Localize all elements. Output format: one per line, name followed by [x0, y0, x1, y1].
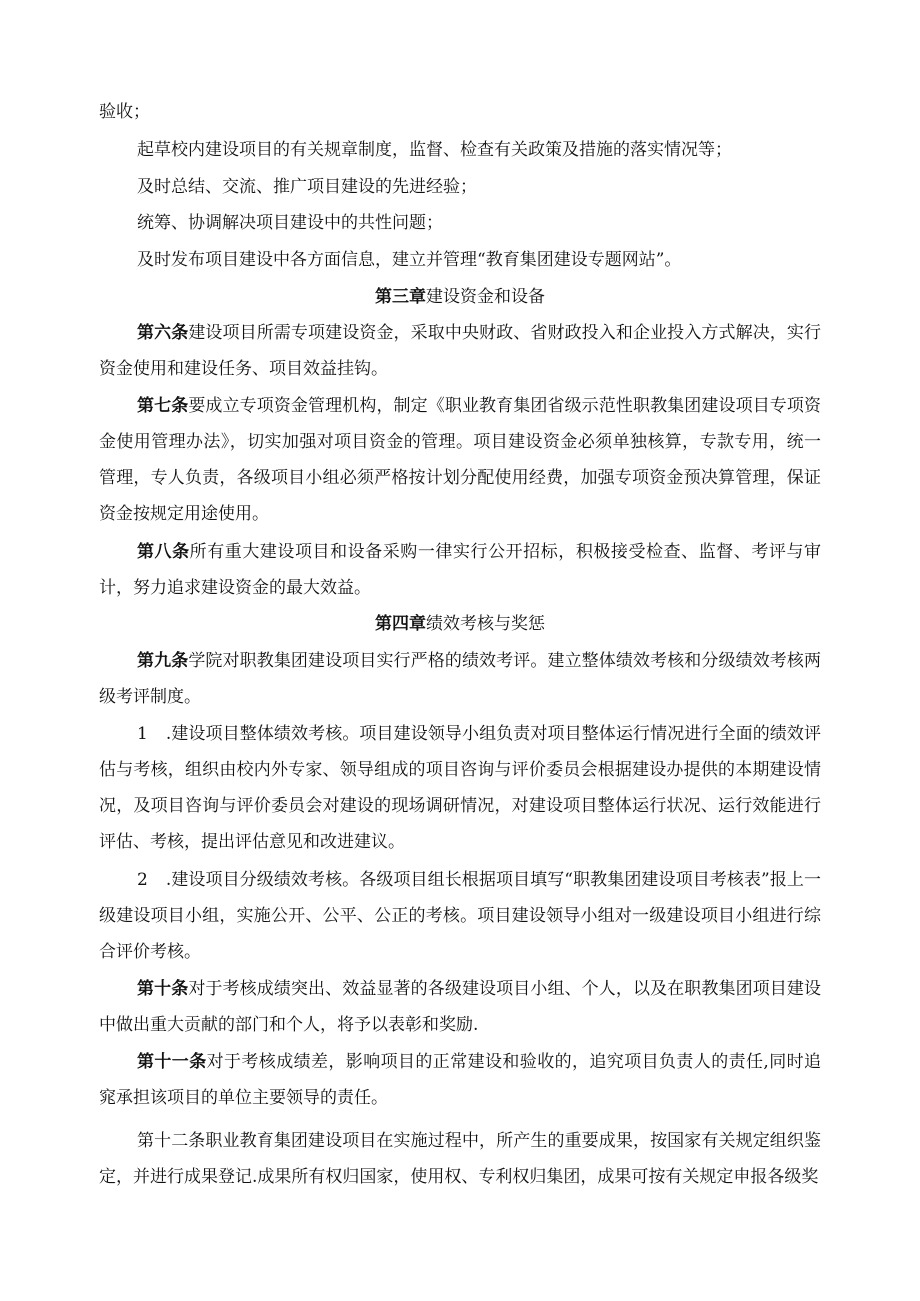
list-text: .建设项目分级绩效考核。各级项目组长根据项目填写“职教集团建设项目考核表”报上一级建设项目小组，实施公开、公平、公正的考核。项目建设领导小组对一级建设项目小组进行综合评价考核。 [99, 870, 821, 962]
text-line: 验收； [99, 102, 150, 122]
list-number: 1 [137, 724, 148, 744]
article-label: 第八条 [137, 542, 190, 562]
article-text: 所有重大建设项目和设备采购一律实行公开招标，积极接受检查、监督、考评与审计，努力追求建设资金的最大效益。 [99, 542, 822, 598]
article-paragraph [99, 315, 821, 387]
list-number: 2 [137, 870, 148, 890]
article-label: 第七条 [137, 396, 189, 416]
article-label: 第九条 [137, 651, 189, 671]
text-line: 起草校内建设项目的有关规章制度，监督、检查有关政策及措施的落实情况等； [137, 140, 732, 160]
text-line: 统筹、协调解决项目建设中的共性问题； [137, 213, 443, 233]
article-text: 学院对职教集团建设项目实行严格的绩效考评。建立整体绩效考核和分级绩效考核两级考评制度。 [99, 651, 822, 707]
chapter-label: 第三章 [375, 287, 426, 307]
list-item [99, 716, 821, 860]
article-label: 第十一条 [137, 1052, 207, 1072]
article-paragraph [99, 388, 821, 532]
article-text: 要成立专项资金管理机构，制定《职业教育集团省级示范性职教集团建设项目专项资金使用管理办法》，切实加强对项目资金的管理。项目建设资金必须单独核算，专款专用，统一管理，专人负责，各级项目小组必须严格按计划分配使用经费，加强专项资金预决算管理，保证资金按规定用途使用。 [99, 396, 822, 524]
chapter-label: 第四章 [375, 614, 426, 634]
list-text: .建设项目整体绩效考核。项目建设领导小组负责对项目整体运行情况进行全面的绩效评估与考核，组织由校内外专家、领导组成的项目咨询与评价委员会根据建设办提供的本期建设情况，及项目咨询与评价委员会对建设的现场调研情况，对建设项目整体运行状况、运行效能进行评估、考核，提出评估意见和改进建议。 [99, 724, 821, 852]
chapter-heading [0, 287, 920, 307]
article-paragraph [99, 1044, 821, 1116]
article-label: 第六条 [137, 323, 189, 343]
chapter-title: 绩效考核与奖惩 [426, 614, 545, 634]
article-text: 建设项目所需专项建设资金，采取中央财政、省财政投入和企业投入方式解决，实行资金使用和建设任务、项目效益挂钩。 [99, 323, 822, 379]
article-paragraph [99, 971, 821, 1043]
article-text: 对于考核成绩突出、效益显著的各级建设项目小组、个人，以及在职教集团项目建设中做出重大贡献的部门和个人，将予以表彰和奖励. [99, 979, 822, 1035]
article-label: 第十条 [137, 979, 189, 999]
article-paragraph [99, 643, 821, 715]
chapter-title: 建设资金和设备 [426, 287, 545, 307]
list-item [99, 862, 821, 970]
article-paragraph: 第十二条职业教育集团建设项目在实施过程中，所产生的重要成果，按国家有关规定组织鉴定，并进行成果登记.成果所有权归国家，使用权、专利权归集团，成果可按有关规定申报各级奖 [99, 1131, 821, 1187]
chapter-heading [0, 614, 920, 634]
article-paragraph [99, 534, 821, 606]
article-text: 对于考核成绩差，影响项目的正常建设和验收的，追究项目负责人的责任,同时追窕承担该项目的单位主要领导的责任。 [99, 1052, 822, 1108]
text-line: 及时总结、交流、推广项目建设的先进经验； [137, 177, 477, 197]
text-line: 及时发布项目建设中各方面信息，建立并管理“教育集团建设专题网站”。 [137, 250, 682, 270]
